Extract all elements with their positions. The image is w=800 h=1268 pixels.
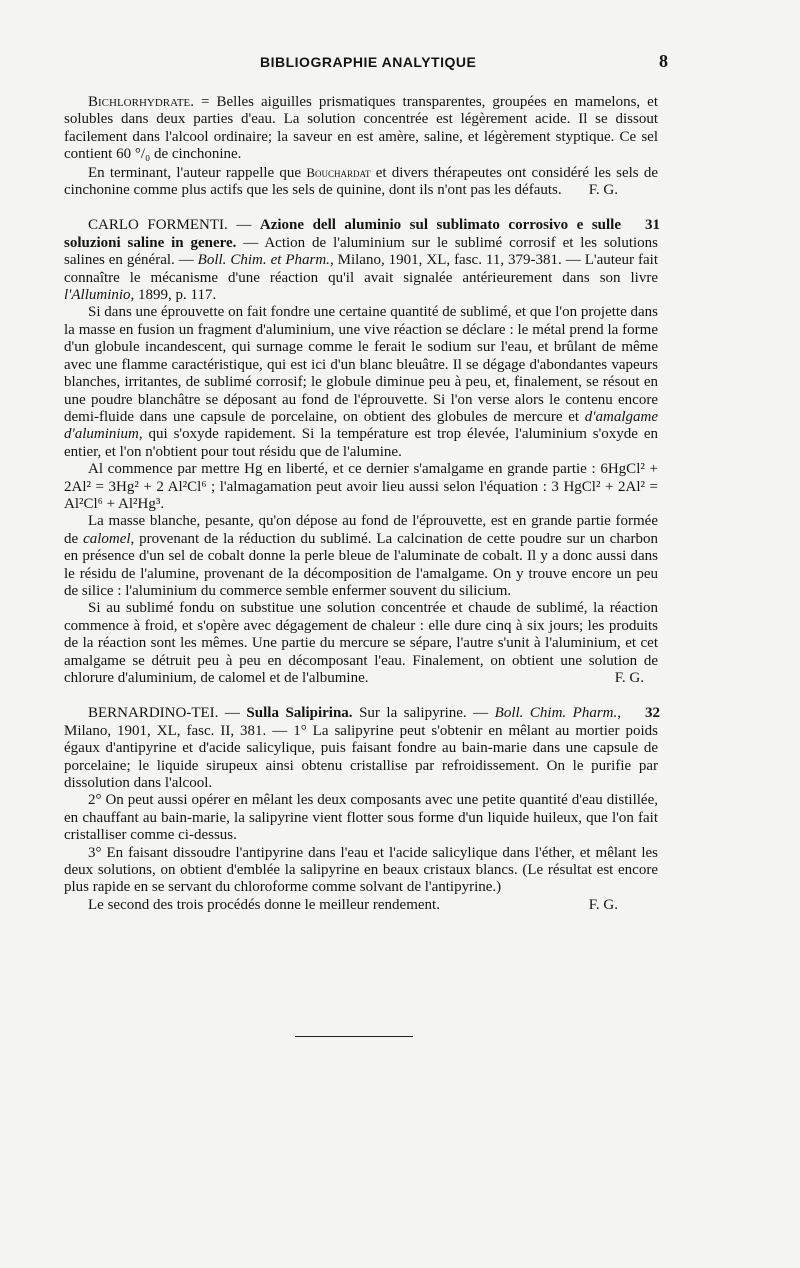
paragraph: [64, 600, 658, 687]
paragraph: [64, 513, 658, 600]
article-number: 31: [645, 217, 660, 234]
article-reference: , Milano, 1901, XL, fasc. 11, 379-381. — L'auteur fait connaître le mécanisme d'une réaction qu'il avait signalée antérieurement dans son livre: [64, 252, 658, 286]
paragraph-text: Si au sublimé fondu on substitue une solution concentrée et chaude de sublimé, la réaction commence à froid, et s'opère avec dégagement de chaleur : elle dure cinq à six jours; les produits de la réaction sont les mêmes. Une partie du mercure se sépare, l'autre s'unit à l'aluminium, et cet amalgame se détruit peu à peu en décomposant l'eau. Finalement, on obtient une solution de chlorure d'aluminium, de calomel et de l'albumine.: [64, 600, 658, 686]
article-subtitle: — Action de l'aluminium sur le sublimé corrosif et les solutions salines en général. —: [64, 234, 658, 269]
paragraph-text: , provenant de la réduction du sublimé. La calcination de cette poudre sur un charbon en présence d'un sel de cobalt donne la perle bleue de l'aluminate de cobalt. Il y a donc aussi dans le résidu de l'alumine, provenant de la décomposition de l'amalgame. On y trouve encore un peu de silice : l'aluminium du commerce semble enfermer souvent du silicium.: [64, 530, 658, 599]
paragraph-lead: Bichlorhydrate.: [88, 94, 195, 110]
paragraph-text: et divers thérapeutes ont considéré les sels de cinchonine comme plus actifs que les sels de quinine, dont ils n'ont pas les défauts.: [64, 164, 659, 199]
article-bernardino-heading: [64, 705, 658, 792]
journal-name: Boll. Chim. et Pharm.: [197, 252, 330, 269]
paragraph-bichlorhydrate: [64, 94, 658, 164]
journal-name: Boll. Chim. Pharm.: [494, 705, 618, 722]
italic-term: calomel: [83, 530, 131, 547]
paragraph-text: , qui s'oxyde rapidement. Si la température est trop élevée, l'aluminium s'oxyde en entier, et l'on n'obtient pour tout résidu que de l'alumine.: [64, 426, 658, 460]
article-reference: , Milano, 1901, XL, fasc. II, 381. — 1° La salipyrine peut s'obtenir en mêlant au mortier poids égaux d'antipyrine et d'acide salicylique, puis faisant fondre au bain-marie dans une capsule de porcelaine; le liquide sirupeux ainsi obtenu cristallise par refroidissement. On le purifie par dissolution dans l'alcool.: [64, 705, 658, 792]
italic-term: d'amalgame d'aluminium: [64, 408, 658, 443]
separator: —: [227, 217, 260, 234]
signature: F. G.: [588, 182, 618, 199]
page-number: 8: [659, 51, 668, 71]
article-author: BERNARDINO-TEI.: [88, 705, 219, 722]
running-title: BIBLIOGRAPHIE ANALYTIQUE: [260, 54, 477, 70]
running-header: [70, 51, 670, 73]
author-reference: Bouchardat: [306, 164, 371, 180]
book-title: l'Alluminio: [64, 287, 131, 304]
article-reference: , 1899, p. 117.: [130, 287, 217, 304]
paragraph: 3° En faisant dissoudre l'antipyrine dans l'eau et l'acide salicylique dans l'éther, et mêlant les deux solutions, on obtient d'emblée la salipyrine en beaux cristaux blancs. (Le résultat est encore plus rapide en se servant du chloroforme comme solvant de l'antipyrine.): [64, 844, 658, 896]
paragraph-final: [64, 897, 658, 914]
body-text: [64, 94, 658, 914]
article-title: Azione dell aluminio sul sublimato corrosivo e sulle soluzioni saline in genere.: [64, 217, 622, 251]
article-formenti-heading: [64, 217, 658, 304]
paragraph-text: En terminant, l'auteur rappelle que: [88, 164, 307, 181]
paragraph-text: = Belles aiguilles prismatiques transparentes, groupées en mamelons, et solubles dans deux parties d'eau. La solution concentrée est légèrement acide. Il se dissout facilement dans l'alcool ordinaire; la saveur en est amère, saline, et légèrement styptique. Ce sel contient 60 °/₀ de cinchonine.: [64, 94, 658, 163]
article-number: 32: [645, 705, 660, 722]
paragraph-text: Si dans une éprouvette on fait fondre une certaine quantité de sublimé, et que l'on projette dans la masse en fusion un fragment d'aluminium, une vive réaction se déclare : le métal prend la forme d'un globule incandescent, qui surnage comme le ferait le sodium sur l'eau, et brûlant de même avec une flamme caractéristique, qui est ici d'un blanc bleuâtre. Il se dégage d'abondantes vapeurs blanches, irritantes, de sublimé corrosif; le globule diminue peu à peu, et, finalement, se résout en une poudre blanchâtre se déposant au fond de l'éprouvette. Si l'on verse alors le contenu encore demi-fluide dans une capsule de porcelaine, on obtient des globules de mercure et: [64, 304, 658, 425]
signature: F. G.: [588, 896, 618, 913]
article-title: Sulla Salipirina.: [246, 705, 353, 722]
signature: F. G.: [614, 670, 644, 686]
end-rule: [295, 1036, 413, 1037]
paragraph-text: Le second des trois procédés donne le meilleur rendement.: [88, 896, 440, 913]
paragraph: 2° On peut aussi opérer en mêlant les deux composants avec une petite quantité d'eau distillée, en chauffant au bain-marie, la salipyrine vient flotter sous forme d'un liquide huileux, que l'on fait cristalliser comme ci-dessus.: [64, 792, 658, 844]
paragraph-conclusion: [64, 164, 658, 200]
paragraph-equations: Al commence par mettre Hg en liberté, et ce dernier s'amalgame en grande partie : 6HgCl² + 2Al² = 3Hg² + 2 Al²Cl⁶ ; l'almagamation peut avoir lieu aussi selon l'équation : 3 HgCl² + 2Al² = Al²Cl⁶ + Al²Hg³.: [64, 461, 658, 512]
separator: —: [218, 705, 247, 722]
article-subtitle: Sur la salipyrine. —: [352, 705, 495, 722]
paragraph: [64, 304, 658, 461]
paragraph-text: La masse blanche, pesante, qu'on dépose au fond de l'éprouvette, est en grande partie formée de: [64, 513, 658, 547]
article-author: CARLO FORMENTI.: [88, 217, 228, 234]
